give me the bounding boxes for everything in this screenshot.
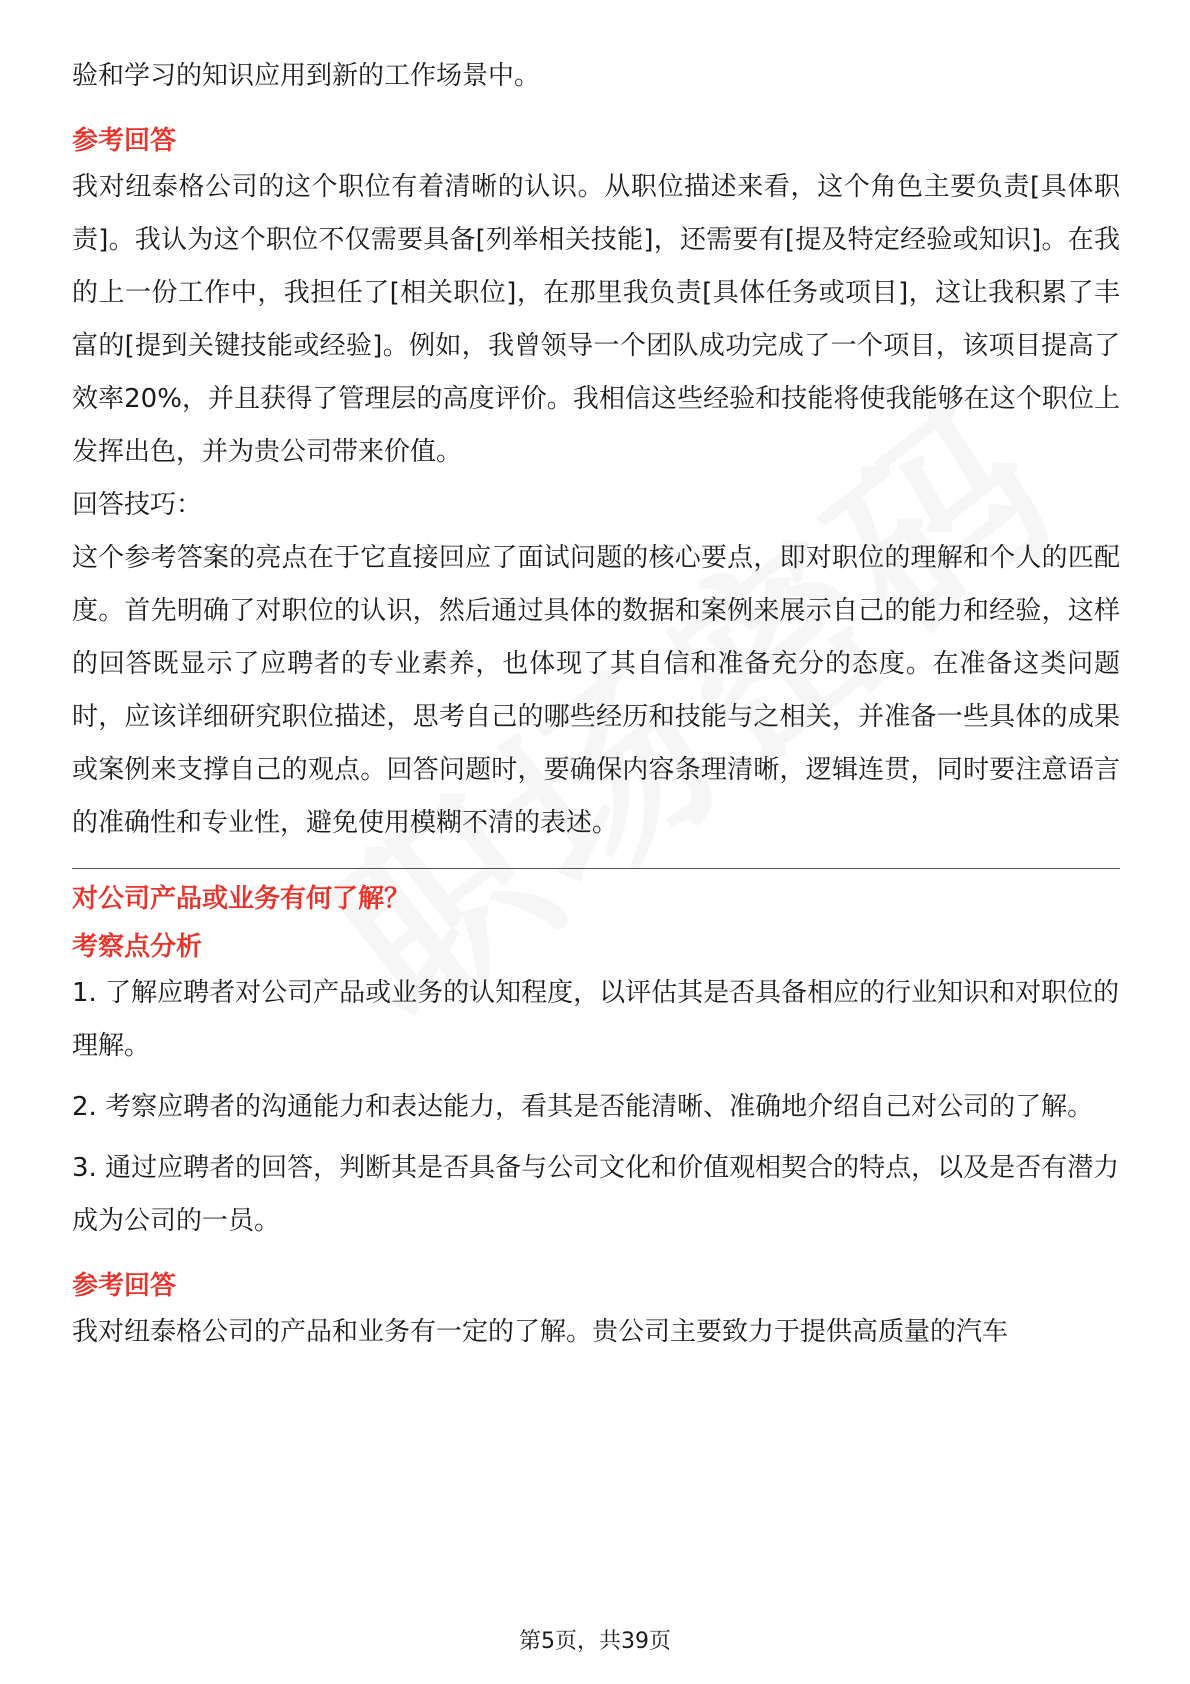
analysis-point-3: 3. 通过应聘者的回答，判断其是否具备与公司文化和价值观相契合的特点，以及是否有潜力成为公司的一员。 bbox=[72, 1153, 1120, 1236]
tips-text: 这个参考答案的亮点在于它直接回应了面试问题的核心要点，即对职位的理解和个人的匹配度。首先明确了对职位的认识，然后通过具体的数据和案例来展示自己的能力和经验，这样的回答既显示了应聘者的专业素养，也体现了其自信和准备充分的态度。在准备这类问题时，应该详细研究职位描述，思考自己的哪些经历和技能与之相关，并准备一些具体的成果或案例来支撑自己的观点。回答问题时，要确保内容条理清晰，逻辑连贯，同时要注意语言的准确性和专业性，避免使用模糊不清的表述。 bbox=[72, 543, 1120, 838]
answer-heading-1: 参考回答 bbox=[72, 126, 177, 156]
answer-text-1: 我对纽泰格公司的这个职位有着清晰的认识。从职位描述来看，这个角色主要负责[具体职责]。我认为这个职位不仅需要具备[列举相关技能]，还需要有[提及特定经验或知识]。在我的上一份工作中，我担任了[相关职位]，在那里我负责[具体任务或项目]，这让我积累了丰富的[提到关键技能或经验]。例如，我曾领导一个团队成功完成了一个项目，该项目提高了效率20%，并且获得了管理层的高度评价。我相信这些经验和技能将使我能够在这个职位上发挥出色，并为贵公司带来价值。 bbox=[72, 172, 1120, 467]
answer-text-2: 我对纽泰格公司的产品和业务有一定的了解。贵公司主要致力于提供高质量的汽车 bbox=[72, 1317, 1009, 1347]
page-number: 第5页，共39页 bbox=[519, 1629, 671, 1654]
document-body bbox=[72, 50, 1120, 1359]
answer-heading-2: 参考回答 bbox=[72, 1271, 177, 1301]
analysis-heading: 考察点分析 bbox=[72, 932, 203, 962]
analysis-point-1: 1. 了解应聘者对公司产品或业务的认知程度，以评估其是否具备相应的行业知识和对职位的理解。 bbox=[72, 978, 1120, 1061]
question-heading: 对公司产品或业务有何了解？ bbox=[72, 884, 411, 914]
analysis-point-2: 2. 考察应聘者的沟通能力和表达能力，看其是否能清晰、准确地介绍自己对公司的了解。 bbox=[72, 1092, 1094, 1122]
analysis-list bbox=[72, 967, 1120, 1248]
intro-tail-text: 验和学习的知识应用到新的工作场景中。 bbox=[72, 61, 541, 91]
tips-label: 回答技巧： bbox=[72, 490, 203, 520]
section-divider bbox=[72, 868, 1120, 869]
